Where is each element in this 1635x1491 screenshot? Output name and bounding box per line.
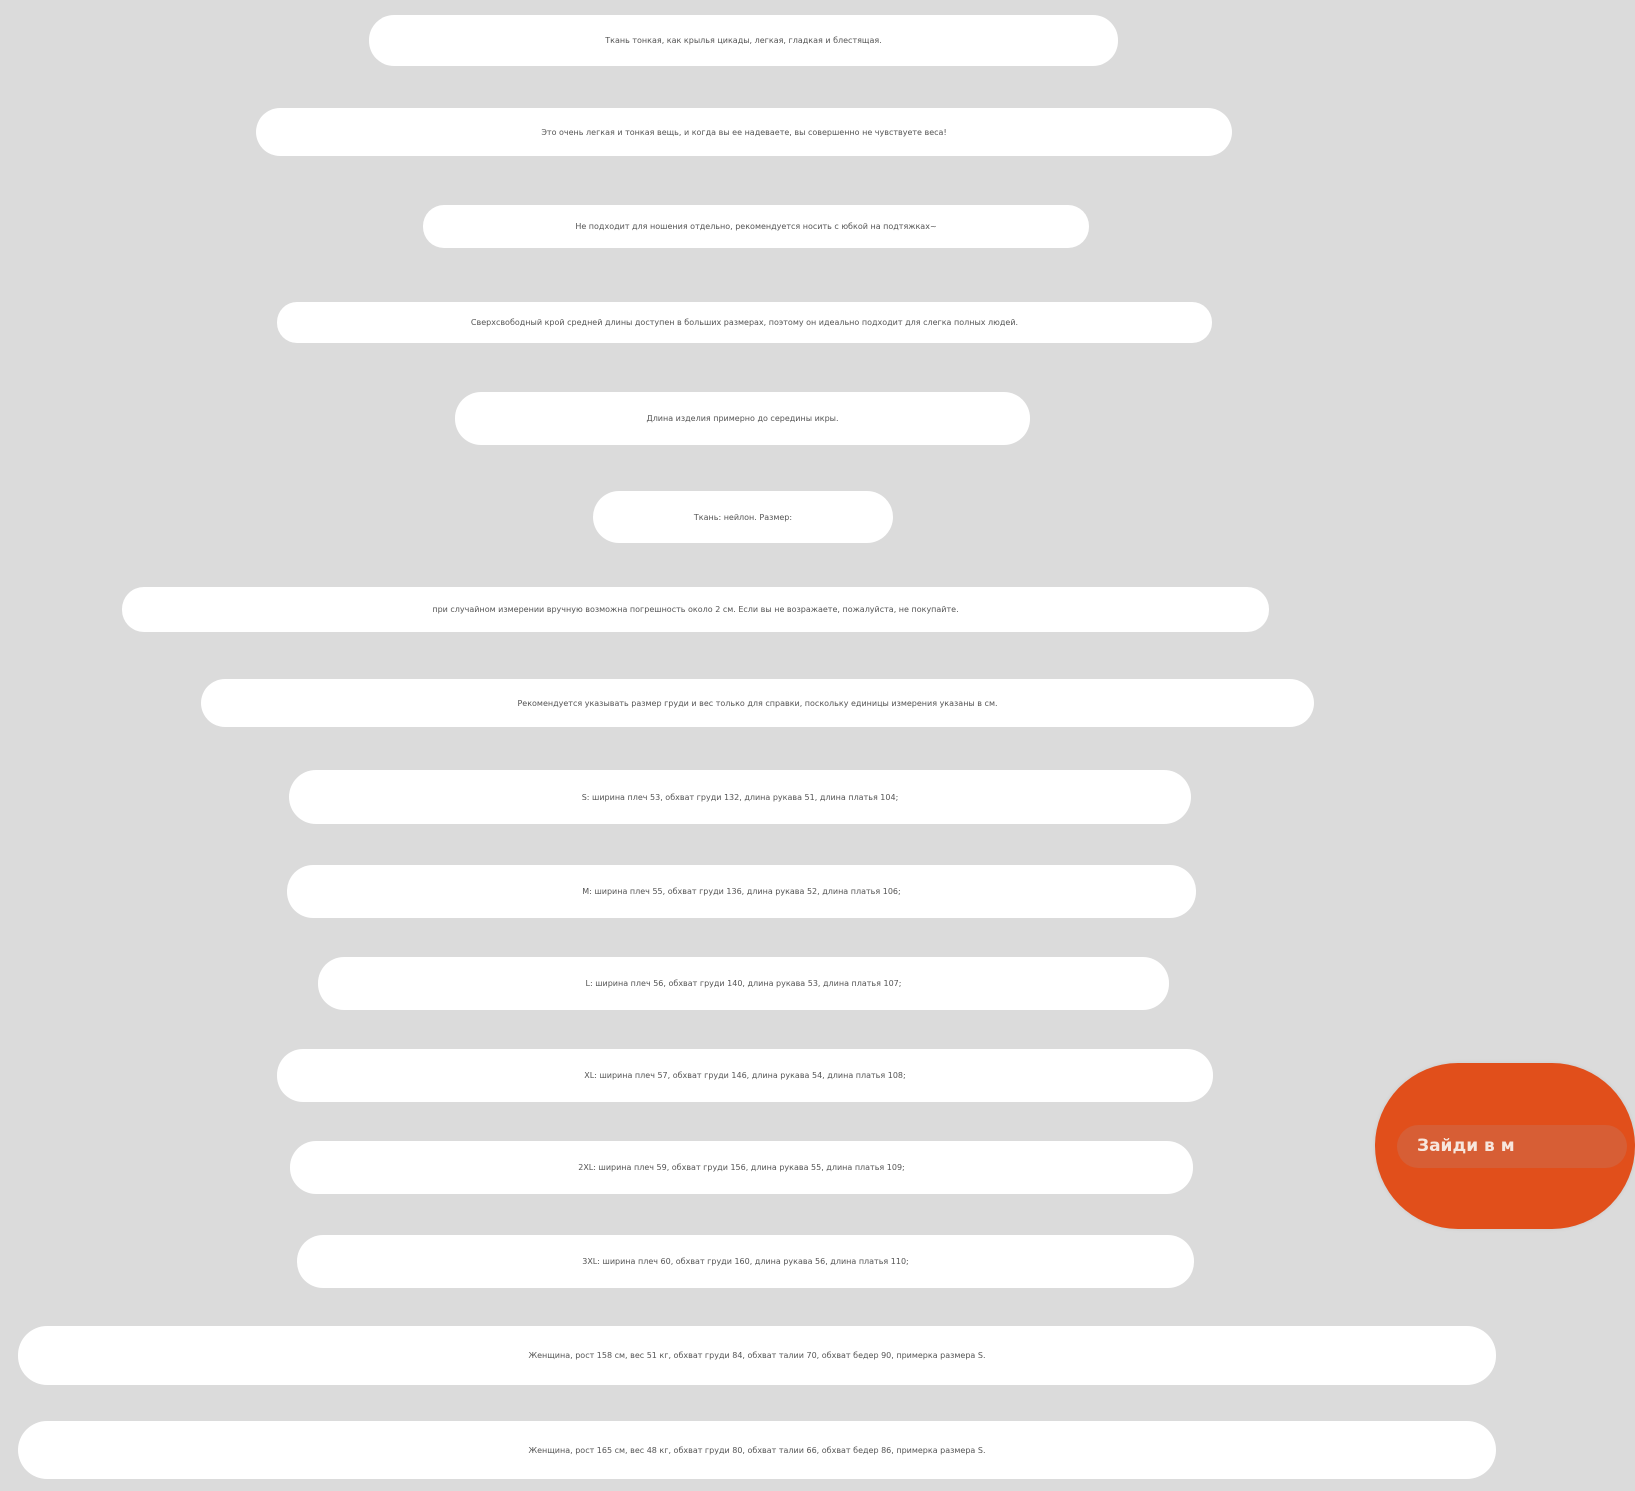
size-row-l: L: ширина плеч 56, обхват груди 140, длина рукава 53, длина платья 107; xyxy=(318,957,1169,1010)
caption-length: Длина изделия примерно до середины икры. xyxy=(455,392,1030,445)
floating-shop-button[interactable] xyxy=(1375,1063,1635,1229)
caption-wear-with-skirt: Не подходит для ношения отдельно, рекомендуется носить с юбкой на подтяжках~ xyxy=(423,205,1089,248)
model-info-2: Женщина, рост 165 см, вес 48 кг, обхват груди 80, обхват талии 66, обхват бедер 86, примерка размера S. xyxy=(18,1421,1496,1479)
size-row-s: S: ширина плеч 53, обхват груди 132, длина рукава 51, длина платья 104; xyxy=(289,770,1191,824)
floating-shop-button-label: Зайди в м xyxy=(1397,1125,1627,1168)
size-row-3xl: 3XL: ширина плеч 60, обхват груди 160, длина рукава 56, длина платья 110; xyxy=(297,1235,1194,1288)
caption-reference-note: Рекомендуется указывать размер груди и вес только для справки, поскольку единицы измерения указаны в см. xyxy=(201,679,1314,727)
caption-lightweight: Это очень легкая и тонкая вещь, и когда вы ее надеваете, вы совершенно не чувствуете веса! xyxy=(256,108,1232,156)
caption-fabric-thin: Ткань тонкая, как крылья цикады, легкая, гладкая и блестящая. xyxy=(369,15,1118,66)
size-row-m: M: ширина плеч 55, обхват груди 136, длина рукава 52, длина платья 106; xyxy=(287,865,1196,918)
caption-measurement-error: при случайном измерении вручную возможна погрешность около 2 см. Если вы не возражаете, пожалуйста, не покупайте. xyxy=(122,587,1269,632)
size-row-xl: XL: ширина плеч 57, обхват груди 146, длина рукава 54, длина платья 108; xyxy=(277,1049,1213,1102)
caption-oversized-fit: Сверхсвободный крой средней длины доступен в больших размерах, поэтому он идеально подходит для слегка полных людей. xyxy=(277,302,1212,343)
caption-fabric-size: Ткань: нейлон. Размер: xyxy=(593,491,893,543)
size-row-2xl: 2XL: ширина плеч 59, обхват груди 156, длина рукава 55, длина платья 109; xyxy=(290,1141,1193,1194)
model-info-1: Женщина, рост 158 см, вес 51 кг, обхват груди 84, обхват талии 70, обхват бедер 90, примерка размера S. xyxy=(18,1326,1496,1385)
